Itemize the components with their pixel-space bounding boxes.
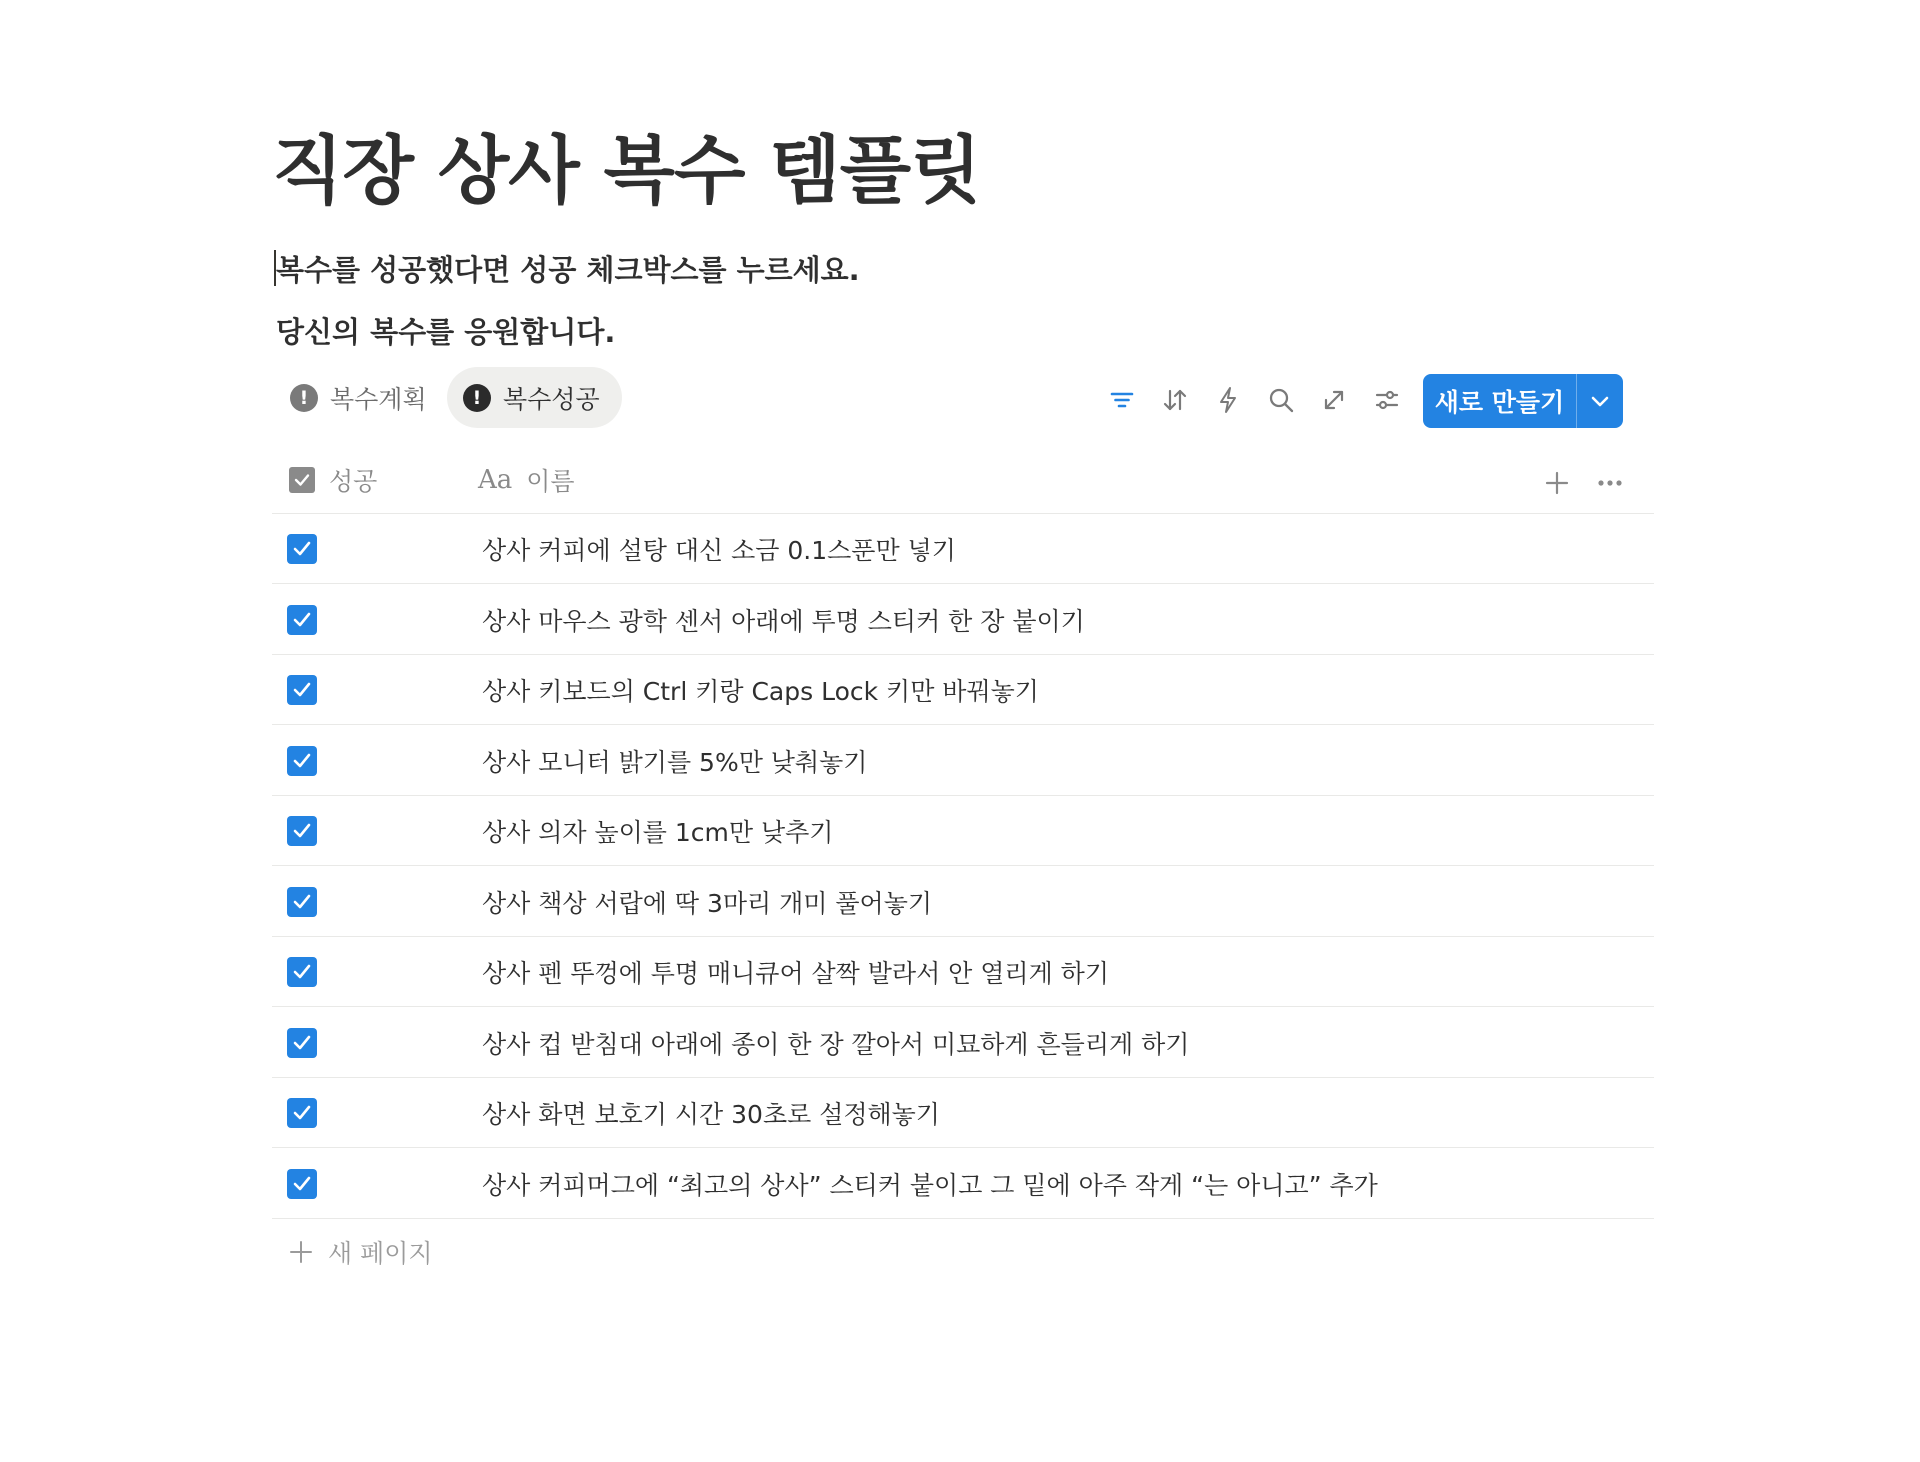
success-checkbox[interactable] xyxy=(287,675,317,705)
row-name[interactable]: 상사 키보드의 Ctrl 키랑 Caps Lock 키만 바꿔놓기 xyxy=(482,677,1039,706)
new-button[interactable]: 새로 만들기 xyxy=(1423,374,1577,428)
column-header-name[interactable] xyxy=(478,462,575,498)
view-tab-revenge-success[interactable] xyxy=(447,367,622,428)
row-name[interactable]: 상사 모니터 밝기를 5%만 낮춰놓기 xyxy=(482,747,868,777)
success-checkbox[interactable] xyxy=(287,605,317,635)
table-row[interactable] xyxy=(272,655,1654,725)
table-header xyxy=(272,448,1654,514)
checkmark-icon xyxy=(291,891,313,913)
new-page-button[interactable] xyxy=(288,1234,433,1270)
plus-icon xyxy=(288,1239,314,1265)
chevron-down-icon xyxy=(1589,390,1611,412)
checkmark-icon xyxy=(291,538,313,560)
row-name[interactable]: 상사 커피머그에 “최고의 상사” 스티커 붙이고 그 밑에 아주 작게 “는 아니고” 추가 xyxy=(482,1170,1378,1200)
row-name[interactable]: 상사 마우스 광학 센서 아래에 투명 스티커 한 장 붙이기 xyxy=(482,606,1085,636)
column-header-success[interactable] xyxy=(289,462,377,498)
checkmark-icon xyxy=(291,820,313,842)
new-page-label: 새 페이지 xyxy=(328,1239,433,1268)
row-name[interactable]: 상사 의자 높이를 1cm만 낮추기 xyxy=(482,818,834,847)
expand-icon[interactable] xyxy=(1317,383,1351,417)
add-property-icon[interactable] xyxy=(1540,466,1574,500)
view-tab-label: 복수성공 xyxy=(503,384,600,414)
checkmark-icon xyxy=(291,1032,313,1054)
sort-icon[interactable] xyxy=(1158,383,1192,417)
table-row[interactable] xyxy=(272,867,1654,937)
success-checkbox[interactable] xyxy=(287,746,317,776)
table-row[interactable] xyxy=(272,1078,1654,1148)
row-name[interactable]: 상사 책상 서랍에 딱 3마리 개미 풀어놓기 xyxy=(482,888,932,918)
checkmark-icon xyxy=(291,609,313,631)
success-checkbox[interactable] xyxy=(287,1169,317,1199)
exclamation-circle-icon: ! xyxy=(290,384,318,412)
text-property-icon: Aa xyxy=(478,465,513,495)
table-row[interactable] xyxy=(272,585,1654,655)
success-checkbox[interactable] xyxy=(287,887,317,917)
view-tab-revenge-plan[interactable] xyxy=(274,367,449,428)
success-checkbox[interactable] xyxy=(287,1028,317,1058)
table-row[interactable] xyxy=(272,514,1654,584)
success-checkbox[interactable] xyxy=(287,534,317,564)
checkmark-icon xyxy=(291,961,313,983)
success-checkbox[interactable] xyxy=(287,957,317,987)
description-line-2[interactable]: 당신의 복수를 응원합니다. xyxy=(276,315,616,349)
search-icon[interactable] xyxy=(1264,383,1298,417)
table-row[interactable] xyxy=(272,726,1654,796)
table-row[interactable] xyxy=(272,937,1654,1007)
success-checkbox[interactable] xyxy=(287,1098,317,1128)
new-dropdown-button[interactable] xyxy=(1577,374,1623,428)
column-header-label: 성공 xyxy=(329,467,378,496)
row-name[interactable]: 상사 커피에 설탕 대신 소금 0.1스푼만 넣기 xyxy=(482,536,956,565)
table-row[interactable] xyxy=(272,1149,1654,1219)
success-checkbox[interactable] xyxy=(287,816,317,846)
new-button-group xyxy=(1423,374,1623,428)
automation-bolt-icon[interactable] xyxy=(1211,383,1245,417)
description-line-1[interactable]: 복수를 성공했다면 성공 체크박스를 누르세요. xyxy=(276,253,860,287)
view-tab-label: 복수계획 xyxy=(330,384,427,414)
settings-sliders-icon[interactable] xyxy=(1370,383,1404,417)
checkmark-icon xyxy=(291,679,313,701)
more-options-icon[interactable] xyxy=(1593,466,1627,500)
table-row[interactable] xyxy=(272,1008,1654,1078)
column-header-label: 이름 xyxy=(526,467,575,496)
checkmark-icon xyxy=(291,1102,313,1124)
row-name[interactable]: 상사 화면 보호기 시간 30초로 설정해놓기 xyxy=(482,1100,940,1129)
row-name[interactable]: 상사 컵 받침대 아래에 종이 한 장 깔아서 미묘하게 흔들리게 하기 xyxy=(482,1029,1190,1059)
page-title[interactable]: 직장 상사 복수 템플릿 xyxy=(272,128,981,214)
checkmark-icon xyxy=(291,750,313,772)
row-name[interactable]: 상사 펜 뚜껑에 투명 매니큐어 살짝 발라서 안 열리게 하기 xyxy=(482,959,1109,988)
exclamation-circle-icon: ! xyxy=(463,384,491,412)
checkbox-property-icon xyxy=(289,467,315,493)
checkmark-icon xyxy=(291,1173,313,1195)
table-row[interactable] xyxy=(272,796,1654,866)
filter-icon[interactable] xyxy=(1105,383,1139,417)
